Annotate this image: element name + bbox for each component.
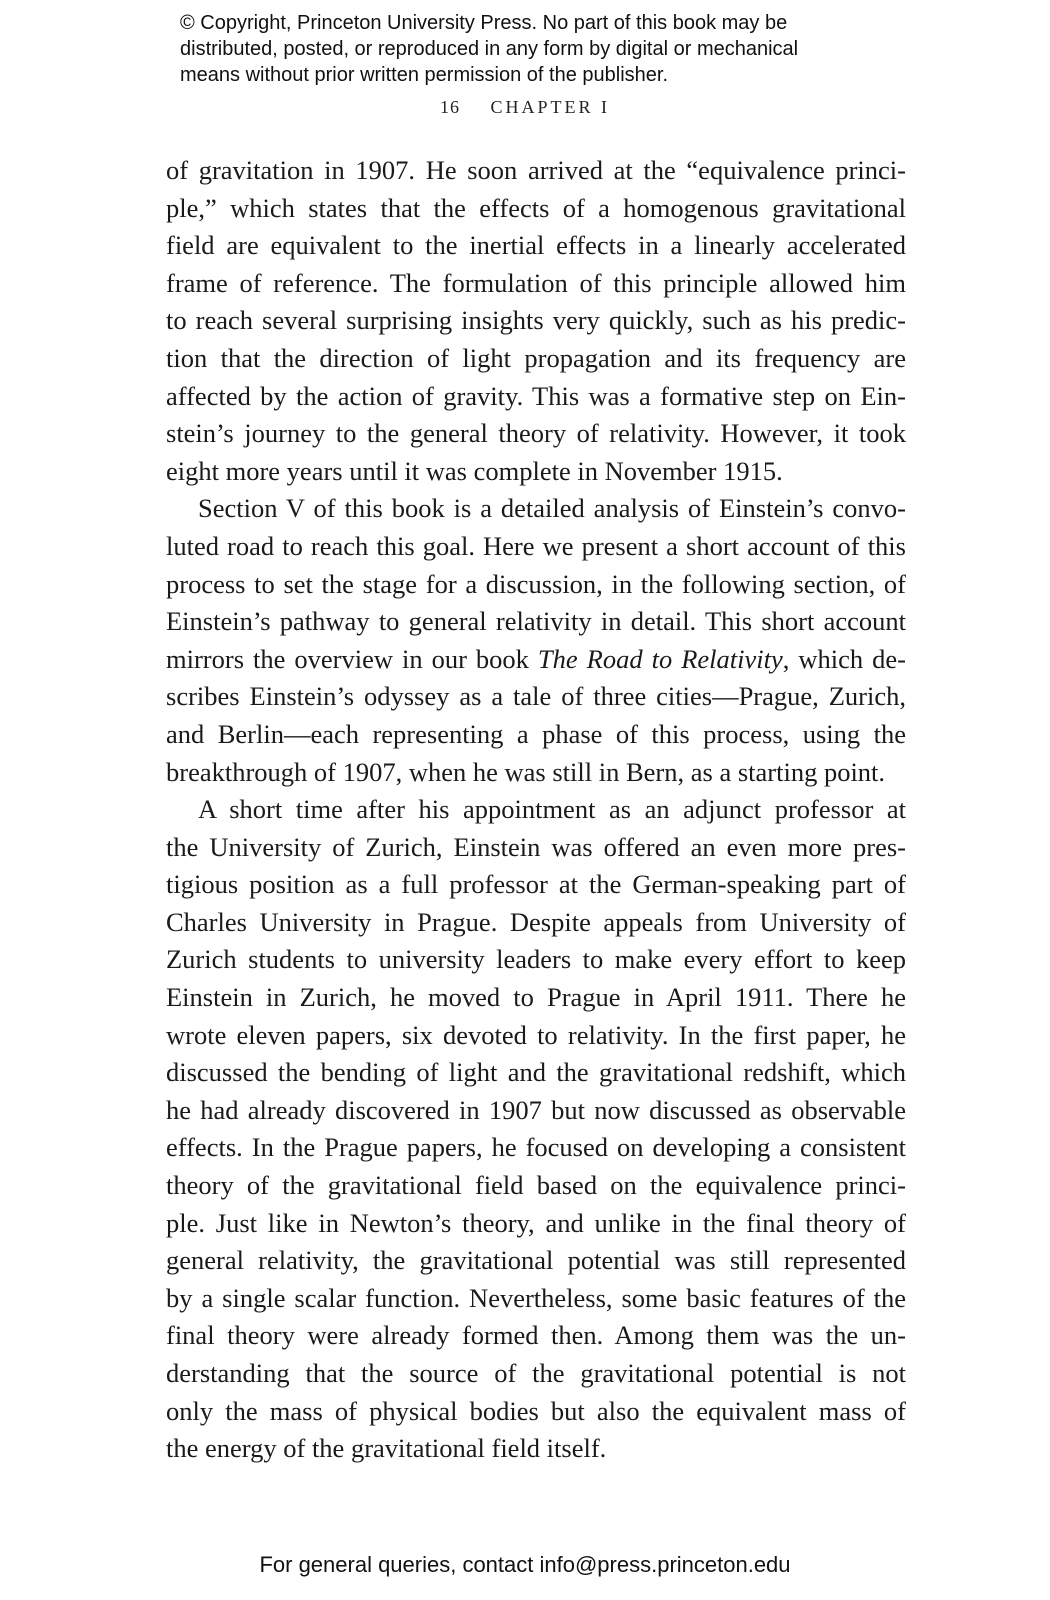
text-line: luted road to reach this goal. Here we present a short account of this bbox=[166, 530, 906, 561]
text-line-with-book-title: mirrors the overview in our book The Road to Relativity, which de- bbox=[166, 643, 906, 674]
text-line: Zurich students to university leaders to make every effort to keep bbox=[166, 944, 906, 975]
text-line: Section V of this book is a detailed analysis of Einstein’s convo- bbox=[198, 493, 906, 524]
text-line: the University of Zurich, Einstein was offered an even more pres- bbox=[166, 831, 906, 862]
body-text bbox=[166, 152, 906, 1468]
text-line: breakthrough of 1907, when he was still in Bern, as a starting point. bbox=[166, 756, 886, 787]
text-line: tigious position as a full professor at the German-speaking part of bbox=[166, 869, 906, 900]
page-number: 16 bbox=[439, 97, 460, 117]
copyright-line: means without prior written permission of the publisher. bbox=[180, 64, 669, 86]
copyright-line: © Copyright, Princeton University Press. No part of this book may be bbox=[180, 12, 788, 34]
text-line: theory of the gravitational field based on the equivalence princi- bbox=[166, 1170, 906, 1201]
text-line: he had already discovered in 1907 but now discussed as observable bbox=[166, 1094, 906, 1125]
text-line: ple,” which states that the effects of a homogenous gravitational bbox=[166, 192, 906, 223]
text-line: eight more years until it was complete in November 1915. bbox=[166, 455, 783, 486]
chapter-title: CHAPTER I bbox=[490, 97, 610, 117]
text-line: Einstein in Zurich, he moved to Prague in April 1911. There he bbox=[166, 982, 906, 1013]
text-line: effects. In the Prague papers, he focused on developing a consistent bbox=[166, 1132, 906, 1163]
text-line: affected by the action of gravity. This was a formative step on Ein- bbox=[166, 380, 906, 411]
text-line: Charles University in Prague. Despite appeals from University of bbox=[166, 906, 906, 937]
text-line: field are equivalent to the inertial effects in a linearly accelerated bbox=[166, 230, 906, 261]
text-line: only the mass of physical bodies but also the equivalent mass of bbox=[166, 1395, 906, 1426]
text-line: by a single scalar function. Nevertheless, some basic features of the bbox=[166, 1282, 906, 1313]
footer-contact: For general queries, contact info@press.princeton.edu bbox=[259, 1552, 791, 1577]
text-line: wrote eleven papers, six devoted to relativity. In the first paper, he bbox=[166, 1019, 906, 1050]
text-line: and Berlin—each representing a phase of this process, using the bbox=[166, 718, 906, 749]
text-line: general relativity, the gravitational potential was still represented bbox=[166, 1245, 906, 1276]
text-line: tion that the direction of light propagation and its frequency are bbox=[166, 342, 906, 373]
paragraph bbox=[166, 791, 906, 1468]
text-line: derstanding that the source of the gravitational potential is not bbox=[166, 1358, 906, 1388]
book-title: The Road to Relativity bbox=[537, 643, 783, 674]
text-line: final theory were already formed then. Among them was the un- bbox=[166, 1320, 906, 1351]
paragraph bbox=[166, 152, 906, 490]
text-line: the energy of the gravitational field itself. bbox=[166, 1433, 607, 1464]
paragraph bbox=[166, 490, 906, 791]
text-line: frame of reference. The formulation of this principle allowed him bbox=[166, 267, 906, 298]
text-line: ple. Just like in Newton’s theory, and unlike in the final theory of bbox=[166, 1207, 906, 1238]
text-line: of gravitation in 1907. He soon arrived at the “equivalence princi- bbox=[166, 155, 906, 185]
copyright-line: distributed, posted, or reproduced in any form by digital or mechanical bbox=[180, 38, 799, 60]
text-line: scribes Einstein’s odyssey as a tale of three cities—Prague, Zurich, bbox=[166, 681, 906, 712]
running-head bbox=[0, 97, 1050, 118]
text-line: Einstein’s pathway to general relativity in detail. This short account bbox=[166, 606, 906, 637]
text-line: stein’s journey to the general theory of relativity. However, it took bbox=[166, 418, 906, 449]
text-line: process to set the stage for a discussion, in the following section, of bbox=[166, 568, 906, 599]
text-line: discussed the bending of light and the gravitational redshift, which bbox=[166, 1057, 906, 1088]
text-line: A short time after his appointment as an adjunct professor at bbox=[198, 794, 906, 825]
copyright-notice bbox=[180, 10, 960, 88]
text-line: to reach several surprising insights very quickly, such as his predic- bbox=[166, 305, 906, 336]
